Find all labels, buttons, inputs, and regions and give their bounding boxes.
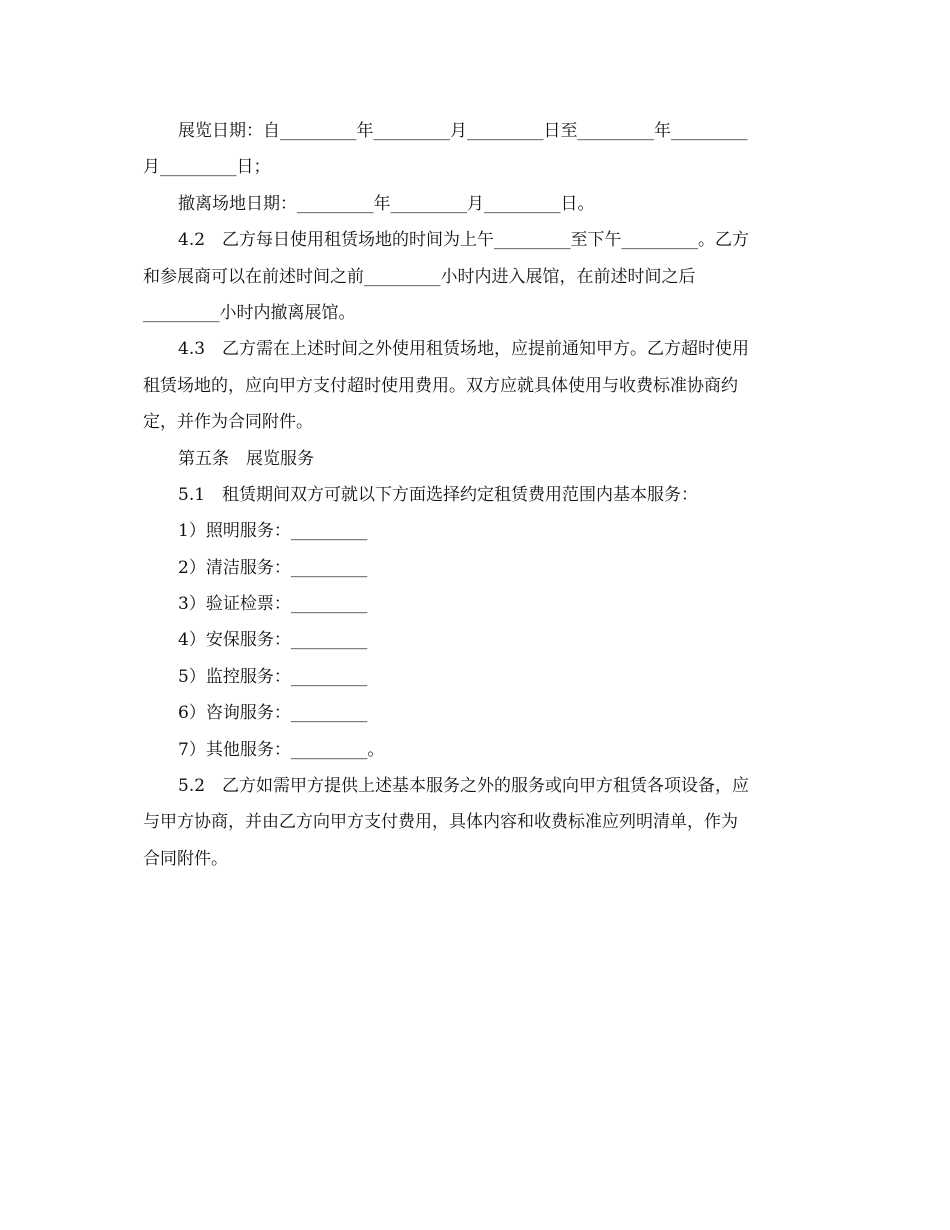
text-line: 5）监控服务：_________ [178, 666, 368, 687]
text-line: 5.1 租赁期间双方可就以下方面选择约定租赁费用范围内基本服务： [178, 484, 699, 505]
text-line: 3）验证检票：_________ [178, 594, 368, 615]
text-line: 月_________日； [143, 157, 271, 178]
text-line: 撤离场地日期：_________年_________月_________日。 [178, 193, 595, 214]
text-line: 和参展商可以在前述时间之前_________小时内进入展馆，在前述时间之后 [143, 266, 696, 287]
text-line: 展览日期：自_________年_________月_________日至_________年_________ [178, 121, 748, 141]
text-line: _________小时内撤离展馆。 [143, 302, 356, 323]
text-line: 与甲方协商，并由乙方向甲方支付费用，具体内容和收费标准应列明清单，作为 [143, 812, 738, 833]
text-line: 7）其他服务：_________。 [178, 739, 385, 760]
text-line: 第五条 展览服务 [178, 448, 314, 469]
document-body [143, 113, 805, 877]
text-line: 4.3 乙方需在上述时间之外使用租赁场地，应提前通知甲方。乙方超时使用 [178, 339, 750, 360]
text-line: 6）咨询服务：_________ [178, 703, 368, 724]
text-line: 1）照明服务：_________ [178, 521, 368, 542]
text-line: 5.2 乙方如需甲方提供上述基本服务之外的服务或向甲方租赁各项设备，应 [178, 776, 750, 797]
text-line: 4.2 乙方每日使用租赁场地的时间为上午_________至下午_________。乙方 [178, 230, 750, 251]
text-line: 定，并作为合同附件。 [143, 412, 313, 433]
text-line: 4）安保服务：_________ [178, 630, 368, 651]
text-line: 2）清洁服务：_________ [178, 557, 368, 578]
text-line: 合同附件。 [143, 848, 228, 869]
text-line: 租赁场地的，应向甲方支付超时使用费用。双方应就具体使用与收费标准协商约 [143, 375, 738, 396]
